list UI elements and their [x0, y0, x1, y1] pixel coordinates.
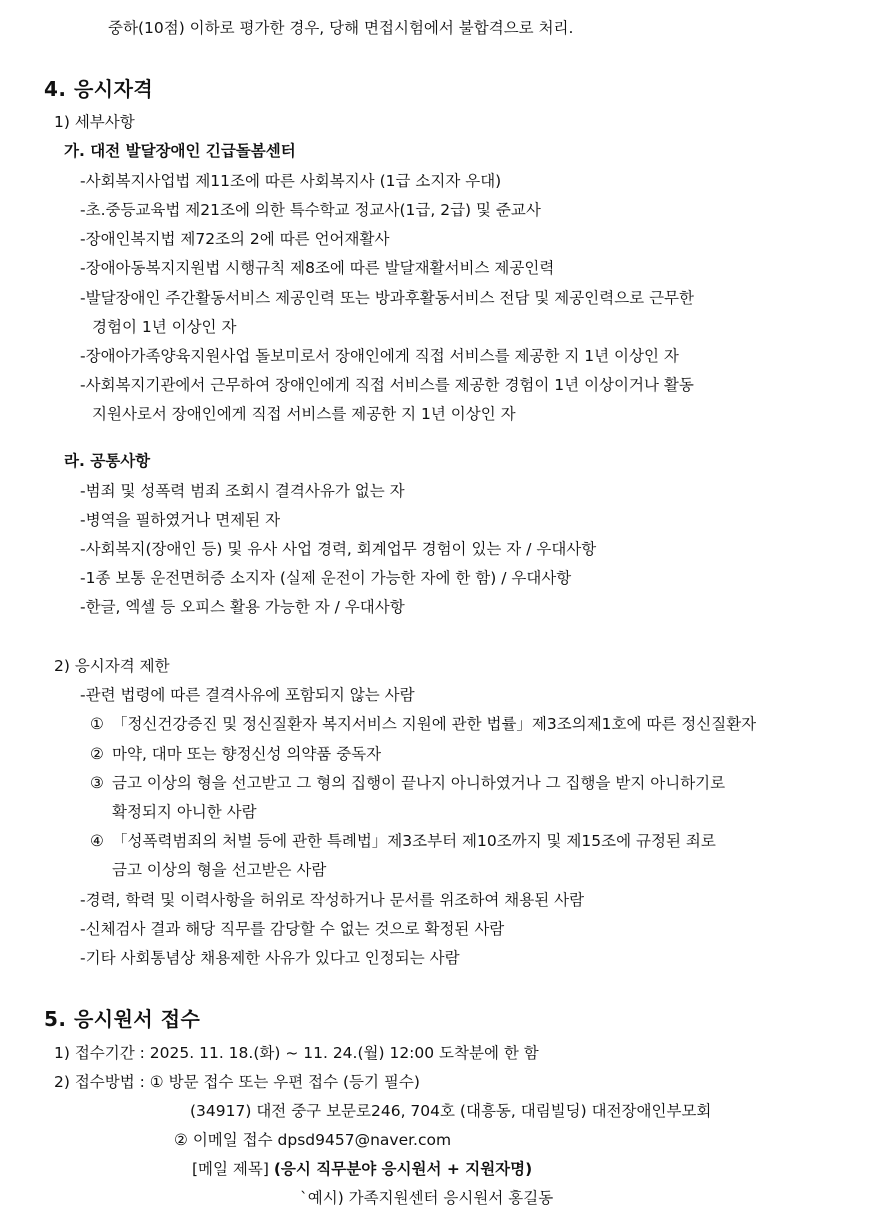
- numbered-item-text: 확정되지 아니한 사람: [112, 803, 257, 821]
- numbered-item-continuation: [90, 860, 326, 880]
- detail-label: 1) 세부사항: [54, 113, 135, 131]
- group-ga-title: 가. 대전 발달장애인 긴급돌봄센터: [64, 142, 296, 160]
- mail-subject: (응시 직무분야 응시원서 + 지원자명): [273, 1160, 533, 1178]
- circled-number: ④: [90, 832, 104, 850]
- list-item-continuation: 경험이 1년 이상인 자: [92, 318, 237, 336]
- mail-subject-prefix: [메일 제목]: [192, 1160, 274, 1178]
- mailing-address: (34917) 대전 중구 보문로246, 704호 (대흥동, 대림빌딩) 대전장애인부모회: [190, 1102, 712, 1120]
- list-item: -사회복지(장애인 등) 및 유사 사업 경력, 회계업무 경험이 있는 자 / 우대사항: [80, 540, 597, 558]
- numbered-item-text: 「정신건강증진 및 정신질환자 복지서비스 지원에 관한 법률」제3조의제1호에 따른 정신질환자: [112, 715, 757, 733]
- circled-number: ①: [90, 715, 104, 733]
- list-item: -병역을 필하였거나 면제된 자: [80, 511, 281, 529]
- list-item: -경력, 학력 및 이력사항을 허위로 작성하거나 문서를 위조하여 채용된 사람: [80, 891, 585, 909]
- numbered-item-text: 금고 이상의 형을 선고받고 그 형의 집행이 끝나지 아니하였거나 그 집행을 받지 아니하기로: [112, 774, 726, 792]
- email-submission: ② 이메일 접수 dpsd9457@naver.com: [174, 1131, 452, 1149]
- list-item: -장애아가족양육지원사업 돌보미로서 장애인에게 직접 서비스를 제공한 지 1년 이상인 자: [80, 347, 679, 365]
- list-item: -장애아동복지지원법 시행규칙 제8조에 따른 발달재활서비스 제공인력: [80, 259, 555, 277]
- list-item: -초.중등교육법 제21조에 의한 특수학교 정교사(1급, 2급) 및 준교사: [80, 201, 541, 219]
- numbered-item: [90, 744, 381, 764]
- restriction-label: 2) 응시자격 제한: [54, 657, 170, 675]
- list-item: -1종 보통 운전면허증 소지자 (실제 운전이 가능한 자에 한 함) / 우대사항: [80, 569, 572, 587]
- list-item: -사회복지기관에서 근무하여 장애인에게 직접 서비스를 제공한 경험이 1년 이상이거나 활동: [80, 376, 694, 394]
- list-item: -범죄 및 성폭력 범죄 조회시 결격사유가 없는 자: [80, 482, 405, 500]
- intro-continuation: 중하(10점) 이하로 평가한 경우, 당해 면접시험에서 불합격으로 처리.: [108, 19, 574, 37]
- section-4-title: 4. 응시자격: [44, 77, 154, 101]
- application-period: 1) 접수기간 : 2025. 11. 18.(화) ~ 11. 24.(월) 12:00 도착분에 한 함: [54, 1044, 539, 1062]
- numbered-item-text: 마약, 대마 또는 향정신성 의약품 중독자: [112, 745, 382, 763]
- circled-number: ②: [90, 745, 104, 763]
- list-item-continuation: 지원사로서 장애인에게 직접 서비스를 제공한 지 1년 이상인 자: [92, 405, 516, 423]
- numbered-item: [90, 831, 716, 851]
- list-item: -사회복지사업법 제11조에 따른 사회복지사 (1급 소지자 우대): [80, 172, 502, 190]
- mail-example: `예시) 가족지원센터 응시원서 홍길동: [300, 1189, 554, 1207]
- list-item: -기타 사회통념상 채용제한 사유가 있다고 인정되는 사람: [80, 949, 460, 967]
- numbered-item-continuation: [90, 802, 257, 822]
- numbered-item-text: 금고 이상의 형을 선고받은 사람: [112, 861, 327, 879]
- list-item: -신체검사 결과 해당 직무를 감당할 수 없는 것으로 확정된 사람: [80, 920, 505, 938]
- circled-number: ③: [90, 774, 104, 792]
- application-method: 2) 접수방법 : ① 방문 접수 또는 우편 접수 (등기 필수): [54, 1073, 420, 1091]
- numbered-item-text: 「성폭력범죄의 처벌 등에 관한 특례법」제3조부터 제10조까지 및 제15조에 규정된 죄로: [112, 832, 716, 850]
- list-item: -발달장애인 주간활동서비스 제공인력 또는 방과후활동서비스 전담 및 제공인력으로 근무한: [80, 289, 694, 307]
- restriction-intro: -관련 법령에 따른 결격사유에 포함되지 않는 사람: [80, 686, 415, 704]
- section-5-title: 5. 응시원서 접수: [44, 1007, 201, 1031]
- numbered-item: [90, 773, 725, 793]
- list-item: -장애인복지법 제72조의 2에 따른 언어재활사: [80, 230, 390, 248]
- list-item: -한글, 엑셀 등 오피스 활용 가능한 자 / 우대사항: [80, 598, 405, 616]
- group-ra-title: 라. 공통사항: [64, 452, 151, 470]
- mail-subject-line: [192, 1159, 532, 1179]
- numbered-item: [90, 714, 756, 734]
